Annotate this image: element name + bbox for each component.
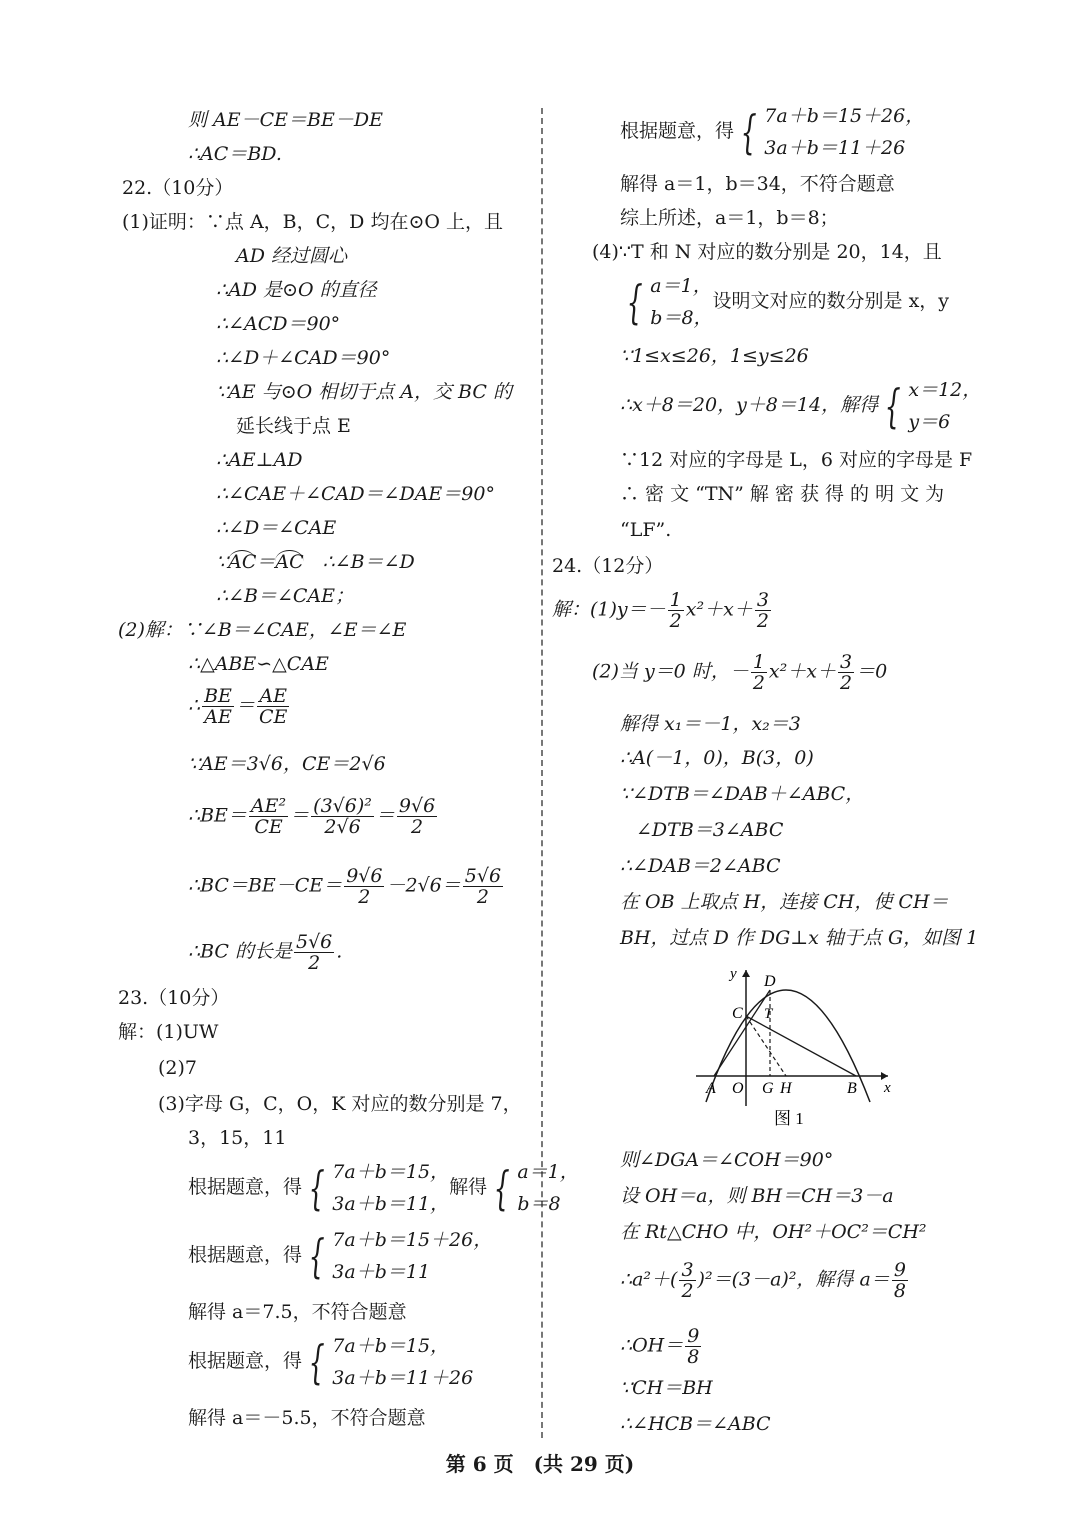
row: 3a＋b＝11 <box>332 1261 431 1283</box>
label-x: x <box>884 1080 891 1096</box>
line: 3，15，11 <box>188 1127 287 1149</box>
question-23-heading: 23.（10分） <box>118 987 230 1009</box>
fraction <box>755 590 771 631</box>
denominator: AE <box>204 706 232 728</box>
numerator: 9√6 <box>398 795 436 817</box>
fraction <box>679 1260 695 1301</box>
fraction <box>838 652 854 693</box>
text: 根据题意，得 <box>620 120 735 142</box>
line-cb <box>746 1016 856 1076</box>
numerator: (3√6)² <box>313 795 372 817</box>
numerator: 3 <box>681 1259 694 1281</box>
row: y＝6 <box>908 411 951 433</box>
label-g: G <box>762 1080 774 1097</box>
brace: { <box>308 1161 325 1215</box>
equation-system-1 <box>188 1156 579 1220</box>
text: x²＋x＋ <box>768 660 836 683</box>
denominator: 2 <box>358 886 371 908</box>
line: 延长线于点 E <box>236 415 351 437</box>
x-axis-arrow <box>881 1072 888 1080</box>
row: b＝8 <box>517 1193 561 1215</box>
fraction <box>249 796 288 837</box>
row: x＝12， <box>908 379 982 401</box>
line: ∴△ABE∽△CAE <box>188 653 329 675</box>
fraction-line <box>592 652 887 693</box>
line: (1)证明：∵点 A，B，C，D 均在⊙O 上，且 <box>122 211 503 233</box>
line: ∴A(－1，0)，B(3，0) <box>620 747 814 769</box>
numerator: 5√6 <box>464 865 502 887</box>
line: 解：(1)UW <box>118 1021 219 1043</box>
line: ∴∠B＝∠CAE； <box>216 585 355 607</box>
fraction-line <box>620 1326 703 1367</box>
line: (4)∵T 和 N 对应的数分别是 20，14，且 <box>592 241 942 263</box>
line: ∴AD 是⊙O 的直径 <box>216 279 377 301</box>
numerator: AE² <box>250 795 287 817</box>
text: ∴BE＝ <box>188 804 247 827</box>
denominator: 8 <box>893 1280 906 1302</box>
line: ∵CH＝BH <box>620 1377 713 1399</box>
brace: { <box>308 1229 325 1283</box>
text: －2√6＝ <box>386 874 461 897</box>
brace: { <box>626 275 643 329</box>
arc-ac: AC <box>228 551 257 573</box>
column-divider <box>541 108 543 1438</box>
line: 则 AE－CE＝BE－DE <box>188 109 383 131</box>
fraction <box>257 686 289 727</box>
line: ∴∠CAE＋∠CAD＝∠DAE＝90° <box>216 483 495 505</box>
line: ∴ 密 文 “TN” 解 密 获 得 的 明 文 为 <box>620 483 945 505</box>
line: ∵AE＝3√6，CE＝2√6 <box>188 753 386 775</box>
page-footer: 第 6 页 (共 29 页) <box>445 1452 635 1476</box>
text: )²＝(3－a)²，解得 a＝ <box>697 1268 890 1291</box>
fraction-line <box>188 796 439 837</box>
text: x²＋x＋ <box>685 598 753 621</box>
system <box>734 100 924 164</box>
numerator: AE <box>259 685 287 707</box>
denominator: 2 <box>476 886 489 908</box>
fraction <box>294 932 334 973</box>
fraction <box>668 590 684 631</box>
equation-system-3 <box>188 1330 473 1394</box>
line: ∴∠ACD＝90° <box>216 313 341 335</box>
line: ∵AE 与⊙O 相切于点 A，交 BC 的 <box>216 381 512 403</box>
figure-1 <box>692 966 902 1140</box>
line: 解得 a＝－5.5，不符合题意 <box>188 1407 426 1429</box>
text: 解：(1)y＝－ <box>552 598 666 621</box>
line: 解得 a＝7.5，不符合题意 <box>188 1301 407 1323</box>
fraction <box>892 1260 908 1301</box>
row: a＝1， <box>517 1161 579 1183</box>
fraction <box>463 866 503 907</box>
label-o: O <box>732 1080 744 1097</box>
row: 7a＋b＝15＋26， <box>332 1229 493 1251</box>
arc-ac: AC <box>275 551 304 573</box>
system <box>878 374 981 438</box>
line: (2)解：∵∠B＝∠CAE，∠E＝∠E <box>118 619 407 641</box>
denominator: 2 <box>756 610 769 632</box>
text: ∵ <box>216 551 229 573</box>
label-t: T <box>764 1006 773 1022</box>
numerator: 9√6 <box>346 865 383 887</box>
line: “LF”. <box>620 519 672 541</box>
row: 7a＋b＝15＋26， <box>764 105 925 127</box>
line: 综上所述，a＝1，b＝8； <box>620 207 839 229</box>
text: ∴x＋8＝20，y＋8＝14，解得 <box>620 394 879 416</box>
text: ∴BC 的长是 <box>188 940 292 963</box>
denominator: CE <box>258 706 288 728</box>
label-d: D <box>764 973 776 990</box>
line: (2)7 <box>158 1057 198 1079</box>
row: 3a＋b＝11＋26 <box>332 1367 474 1389</box>
line-ad <box>714 990 770 1076</box>
numerator: 3 <box>756 589 769 611</box>
text: ＝0 <box>856 660 888 683</box>
text: ∴a²＋( <box>620 1268 678 1291</box>
label-y: y <box>730 966 737 982</box>
fraction-line <box>188 932 342 973</box>
numerator: 3 <box>839 651 853 673</box>
fraction <box>311 796 374 837</box>
text: 解得 <box>449 1176 488 1198</box>
numerator: 9 <box>687 1325 700 1347</box>
system <box>302 1224 492 1288</box>
text: 根据题意，得 <box>188 1244 303 1266</box>
denominator: 2 <box>839 672 853 694</box>
text: ∴OH＝ <box>620 1334 684 1357</box>
row: 7a＋b＝15， <box>332 1161 450 1183</box>
text: ＝ <box>235 694 255 717</box>
label-a: A <box>706 1080 716 1097</box>
line: 解得 x₁＝－1，x₂＝3 <box>620 713 801 735</box>
text: 根据题意，得 <box>188 1176 303 1198</box>
label-h: H <box>780 1080 792 1097</box>
system <box>302 1156 449 1220</box>
line: 在 OB 上取点 H，连接 CH，使 CH＝ <box>620 891 949 913</box>
text: . <box>336 940 343 963</box>
figure-caption: 图 1 <box>774 1109 804 1128</box>
fraction-line <box>188 686 291 727</box>
line: ∵∠DTB＝∠DAB＋∠ABC， <box>620 783 865 805</box>
fraction-line <box>552 590 773 631</box>
line: ∵12 对应的字母是 L，6 对应的字母是 F <box>620 449 973 471</box>
row: 3a＋b＝11， <box>332 1193 450 1215</box>
fraction-line <box>620 1260 910 1301</box>
line-ch <box>746 1016 786 1076</box>
equation-system-4 <box>620 100 924 164</box>
line: ∴AE⊥AD <box>216 449 303 471</box>
line: BH，过点 D 作 DG⊥x 轴于点 G，如图 1 <box>620 927 979 949</box>
denominator: 2 <box>411 816 424 838</box>
denominator: 2√6 <box>324 816 361 838</box>
equation-system-5 <box>620 270 949 334</box>
line: 则∠DGA＝∠COH＝90° <box>620 1149 834 1171</box>
arc-line <box>216 550 415 574</box>
line: 在 Rt△CHO 中，OH²＋OC²＝CH² <box>620 1221 927 1243</box>
line: ∴∠HCB＝∠ABC <box>620 1413 771 1435</box>
text: ∴BC＝BE－CE＝ <box>188 874 343 897</box>
line: AD 经过圆心 <box>236 245 347 267</box>
fraction <box>685 1326 701 1367</box>
question-22-heading: 22.（10分） <box>122 177 234 199</box>
question-24-heading: 24.（12分） <box>552 555 664 577</box>
text: ∴∠B＝∠D <box>303 551 415 573</box>
fraction-line <box>188 866 505 907</box>
numerator: BE <box>204 685 232 707</box>
text: ∴ <box>188 694 201 717</box>
y-axis-arrow <box>742 970 750 977</box>
line: (3)字母 G，C，O，K 对应的数分别是 7， <box>158 1093 522 1115</box>
text: ＝ <box>375 804 395 827</box>
denominator: 2 <box>681 1280 694 1302</box>
line: ∴∠D＋∠CAD＝90° <box>216 347 391 369</box>
label-c: C <box>732 1005 743 1022</box>
brace: { <box>308 1335 325 1389</box>
system <box>302 1330 473 1394</box>
numerator: 9 <box>893 1259 906 1281</box>
row: a＝1， <box>650 275 712 297</box>
text: 根据题意，得 <box>188 1350 303 1372</box>
brace: { <box>884 379 901 433</box>
line: ∴∠DAB＝2∠ABC <box>620 855 781 877</box>
label-b: B <box>847 1080 857 1097</box>
row: 3a＋b＝11＋26 <box>764 137 906 159</box>
denominator: 8 <box>687 1346 700 1368</box>
fraction <box>202 686 234 727</box>
fraction <box>751 652 767 693</box>
line: ∵1≤x≤26，1≤y≤26 <box>620 345 809 367</box>
line: 解得 a＝1，b＝34，不符合题意 <box>620 173 895 195</box>
equation-system-2 <box>188 1224 492 1288</box>
fraction <box>397 796 437 837</box>
denominator: 2 <box>308 952 321 974</box>
fraction <box>344 866 384 907</box>
brace: { <box>740 105 757 159</box>
denominator: CE <box>254 816 283 838</box>
row: b＝8， <box>650 307 713 329</box>
line: ∴∠D＝∠CAE <box>216 517 337 539</box>
parabola-diagram <box>692 966 902 1136</box>
denominator: 2 <box>752 672 765 694</box>
line: ∠DTB＝3∠ABC <box>636 819 784 841</box>
text: (2)当 y＝0 时，－ <box>592 660 749 683</box>
text: ＝ <box>290 804 310 827</box>
numerator: 1 <box>752 651 765 673</box>
system <box>620 270 713 334</box>
brace: { <box>493 1161 510 1215</box>
denominator: 2 <box>669 610 682 632</box>
numerator: 1 <box>669 589 682 611</box>
row: 7a＋b＝15， <box>332 1335 450 1357</box>
numerator: 5√6 <box>295 931 333 953</box>
text: 设明文对应的数分别是 x，y <box>712 290 950 312</box>
text: ＝ <box>256 551 276 573</box>
equation-system-6 <box>620 374 981 438</box>
line: 设 OH＝a，则 BH＝CH＝3－a <box>620 1185 894 1207</box>
line: ∴AC＝BD. <box>188 143 282 165</box>
system <box>487 1156 579 1220</box>
